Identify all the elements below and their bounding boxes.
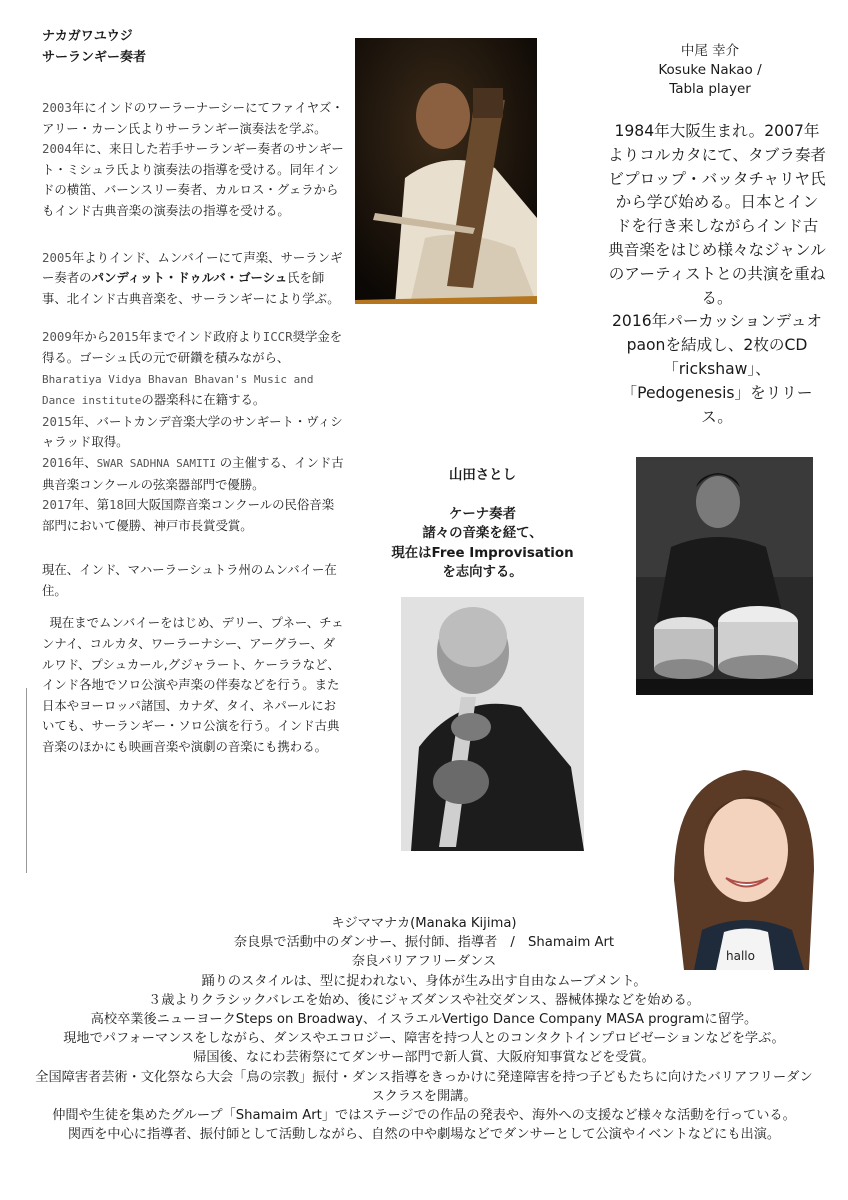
tabla-player-photo bbox=[636, 457, 813, 695]
left-margin-rule bbox=[26, 688, 27, 873]
sarangi-para-5: 現在までムンバイーをはじめ、デリー、プネー、チェンナイ、コルカタ、ワーラーナシー、アーグラー、ダルワド、プシュカール,グジャラート、ケーララなど、インド各地でソロ公演や声楽の伴奏などを行う。また日本やヨーロッパ諸国、カナダ、タイ、ネパールにおいても、サーランギー・ソロ公演を行う。インド古典音楽のほかにも映画音楽や演劇の音楽にも携わる。 bbox=[42, 615, 344, 755]
kijima-line-2: 奈良県で活動中のダンサー、振付師、指導者 / Shamaim Art bbox=[233, 935, 615, 951]
kijima-line-4: 踊りのスタイルは、型に捉われない、身体が生み出す自由なムーブメント。 bbox=[201, 973, 647, 989]
yamada-line-4: を志向する。 bbox=[442, 565, 523, 580]
sarangi-para-3: 2009年から2015年までインド政府よりICCR奨学金を得る。ゴーシュ氏の元で研鑽を積みながら、Bharatiya Vidya Bhavan Bhavan's Music and Dance instituteの器楽科に在籍する。 2015年、バートカンデ音楽大学のサンギート・ヴィシャラッド取得。 2016年、SWAR SADHNA SAMITI の主催する、インド古典音楽コンクールの弦楽器部門で優勝。 2017年、第18回大阪国際音楽コンクールの民俗音楽部門において優勝、神戸市長賞受賞。 bbox=[42, 329, 344, 533]
sarangi-para-4: 現在、インド、マハーラーシュトラ州のムンバイー在住。 bbox=[42, 562, 337, 598]
nakao-bio bbox=[608, 120, 826, 429]
kijima-line-6: 高校卒業後ニューヨークSteps on Broadway、イスラエルVertigo Dance Company MASA programに留学。 bbox=[90, 1012, 758, 1028]
sarangi-bio bbox=[42, 26, 344, 758]
yamada-line-1: ケーナ奏者 bbox=[449, 506, 516, 522]
kijima-line-3: 奈良バリアフリーダンス bbox=[351, 954, 497, 970]
sarangi-player-photo bbox=[355, 38, 537, 304]
yamada-line-3: 現在はFree Improvisation bbox=[391, 545, 574, 561]
nakao-role: Tabla player bbox=[669, 81, 751, 97]
kijima-line-7: 現地でパフォーマンスをしながら、ダンスやエコロジー、障害を持つ人とのコンタクトインプロビゼーションなどを学ぶ。 bbox=[63, 1031, 785, 1047]
kijima-line-11: 関西を中心に指導者、振付師として活動しながら、自然の中や劇場などでダンサーとして公演やイベントなどにも出演。 bbox=[67, 1127, 781, 1143]
nakao-name-jp: 中尾 幸介 bbox=[680, 43, 740, 59]
kijima-line-1: キジママナカ(Manaka Kijima) bbox=[331, 916, 517, 931]
kijima-line-9: 全国障害者芸術・文化祭なら大会「鳥の宗教」振付・ダンス指導をきっかけに発達障害を持つ子どもたちに向けたバリアフリーダンスクラスを開講。 bbox=[35, 1069, 813, 1104]
dancer-shirt-text: hallo bbox=[726, 949, 755, 963]
nakao-bio-2: 2016年パーカッションデュオpaonを結成し、2枚のCD「rickshaw」、「Pedogenesis」をリリース。 bbox=[612, 312, 822, 426]
sarangi-para-1: 2003年にインドのワーラーナーシーにてファイヤズ・アリー・カーン氏よりサーランギー演奏法を学ぶ。2004年に、来日した若手サーランギー奏者のサンギート・ミシュラ氏より演奏法の指導を受ける。同年インドの横笛、バーンスリー奏者、カルロス・グェラからもインド古典音楽の演奏法の指導を受ける。 bbox=[42, 100, 344, 218]
nakao-header bbox=[600, 42, 820, 99]
quena-player-photo bbox=[401, 597, 584, 851]
sarangi-para-2: 2005年よりインド、ムンバイーにて声楽、サーランギー奏者のパンディット・ドゥルバ・ゴーシュ氏を師事、北インド古典音楽を、サーランギーにより学ぶ。 bbox=[42, 249, 343, 306]
yamada-name: 山田さとし bbox=[449, 468, 516, 483]
yamada-bio bbox=[360, 466, 605, 583]
sarangi-role: サーランギー奏者 bbox=[42, 50, 147, 65]
kijima-line-10: 仲間や生徒を集めたグループ「Shamaim Art」ではステージでの作品の発表や、海外への支援など様々な活動を行っている。 bbox=[52, 1108, 796, 1124]
kijima-line-8: 帰国後、なにわ芸術祭にてダンサー部門で新人賞、大阪府知事賞などを受賞。 bbox=[193, 1050, 655, 1066]
nakao-bio-1: 1984年大阪生まれ。2007年よりコルカタにて、タブラ奏者ビプロップ・バッタチャリヤ氏から学び始める。日本とインドを行き来しながらインド古典音楽をはじめ様々なジャンルのアーティストとの共演を重ねる。 bbox=[608, 122, 827, 307]
sarangi-name: ナカガワユウジ bbox=[42, 29, 133, 44]
kijima-line-5: ３歳よりクラシックバレエを始め、後にジャズダンスや社交ダンス、器械体操などを始める。 bbox=[148, 992, 700, 1008]
nakao-name-en: Kosuke Nakao / bbox=[658, 62, 762, 78]
kijima-bio bbox=[30, 914, 818, 1144]
yamada-line-2: 諸々の音楽を経て、 bbox=[422, 526, 543, 541]
